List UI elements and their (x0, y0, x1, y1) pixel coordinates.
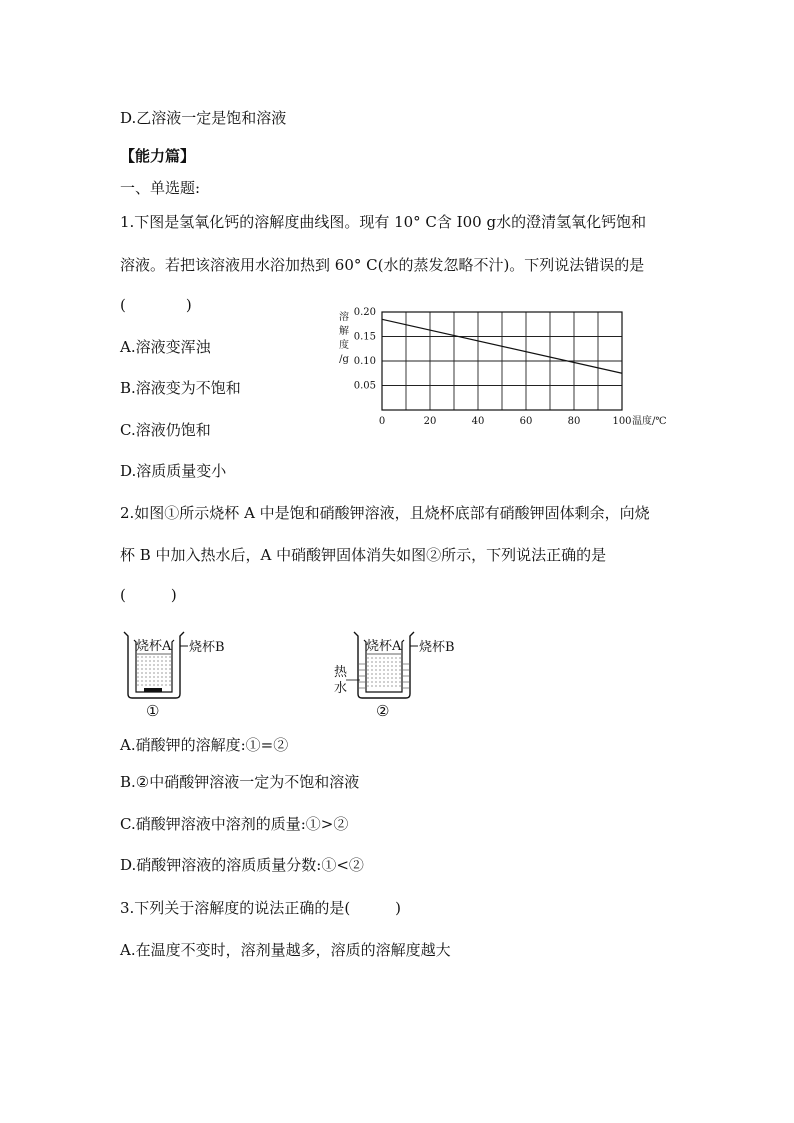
q1-option-c: C.溶液仍饱和 (120, 421, 211, 439)
y-tick-label: 0.05 (353, 380, 376, 392)
section-title: 【能力篇】 (120, 147, 196, 165)
q1-option-a: A.溶液变浑浊 (120, 338, 211, 356)
figure-number-1: ① (146, 702, 160, 720)
hot-water-label-1: 热 (334, 665, 348, 680)
x-tick-label: 80 (567, 416, 581, 427)
y-tick-label: 0.10 (353, 356, 376, 367)
q1-text-line2: 溶液。若把该溶液用水浴加热到 60° C(水的蒸发忽略不汁)。下列说法错误的是 (120, 256, 645, 274)
x-tick-label: 20 (423, 416, 437, 427)
q1-option-d: D.溶质质量变小 (120, 462, 227, 480)
y-axis-label: 度 (339, 340, 349, 351)
hot-water-label-2: 水 (334, 681, 348, 696)
part-heading: 一、单选题: (120, 179, 201, 197)
solid-residue (144, 688, 162, 692)
y-tick-label: 0.15 (353, 331, 376, 343)
solubility-chart (330, 300, 680, 432)
q2-option-a: A.硝酸钾的溶解度:①=② (120, 736, 289, 754)
beaker-b-label: 烧杯B (189, 640, 225, 655)
figure-number-2: ② (376, 702, 390, 720)
y-axis-label: 解 (339, 326, 349, 337)
q2-option-c: C.硝酸钾溶液中溶剂的质量:①>② (120, 815, 349, 833)
q2-paren: ( ) (120, 586, 177, 604)
solution-hatch (137, 654, 171, 685)
q1-text-line1: 1.下图是氢氧化钙的溶解度曲线图。现有 10° C含 I00 g水的澄清氢氧化钙饱和 (120, 213, 647, 231)
x-tick-label: 0 (378, 416, 386, 427)
solution-hatch (367, 654, 401, 686)
x-tick-label: 100 (612, 416, 632, 427)
y-axis-label: /g (339, 354, 349, 365)
q1-paren: ( ) (120, 296, 192, 314)
beaker-figure-2 (330, 628, 500, 720)
y-tick-label: 0.20 (353, 307, 376, 318)
q1-option-b: B.溶液变为不饱和 (120, 379, 241, 397)
prev-option-d: D.乙溶液一定是饱和溶液 (120, 109, 287, 127)
x-tick-label: 40 (471, 416, 485, 427)
q2-text-line2: 杯 B 中加入热水后，A 中硝酸钾固体消失如图②所示，下列说法正确的是 (120, 546, 607, 564)
q3-option-a: A.在温度不变时，溶剂量越多，溶质的溶解度越大 (120, 941, 451, 959)
q3-text-line1: 3.下列关于溶解度的说法正确的是( ) (120, 899, 402, 917)
q2-text-line1: 2.如图①所示烧杯 A 中是饱和硝酸钾溶液，且烧杯底部有硝酸钾固体剩余，向烧 (120, 504, 650, 522)
q2-option-b: B.②中硝酸钾溶液一定为不饱和溶液 (120, 773, 360, 791)
beaker-a-label: 烧杯A (366, 639, 402, 654)
beaker-figure-1 (118, 628, 258, 720)
q2-option-d: D.硝酸钾溶液的溶质质量分数:①<② (120, 856, 364, 874)
beaker-a-label: 烧杯A (136, 639, 172, 654)
beaker-b-label: 烧杯B (419, 640, 455, 655)
x-tick-label: 60 (519, 416, 533, 427)
x-axis-label: 温度/℃ (632, 416, 667, 427)
y-axis-label: 溶 (339, 312, 349, 323)
